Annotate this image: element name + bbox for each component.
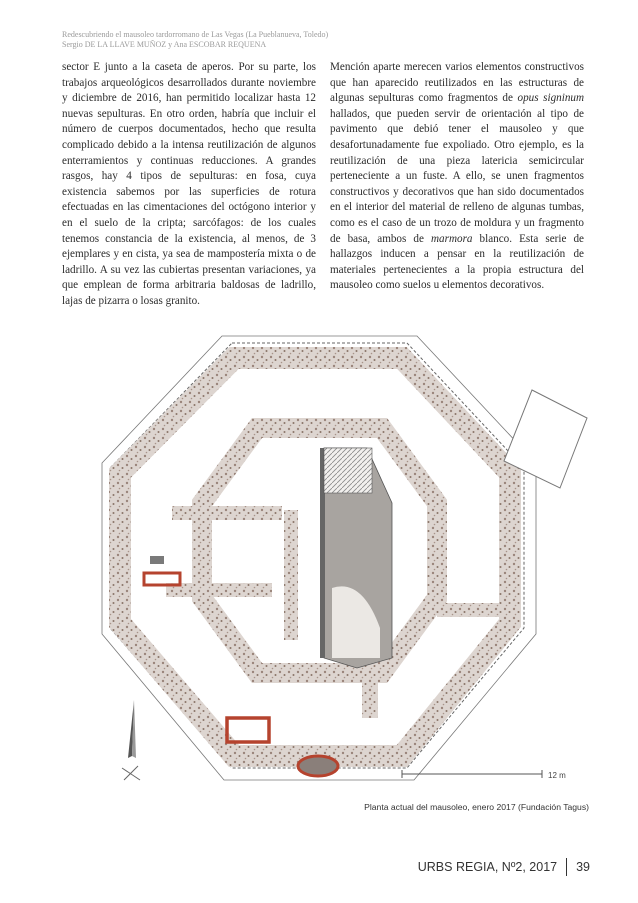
term-opus-signinum: opus signinum bbox=[517, 92, 584, 105]
mausoleum-plan bbox=[62, 328, 592, 798]
running-head bbox=[62, 30, 482, 50]
outer-octagon bbox=[102, 336, 536, 780]
left-column bbox=[62, 60, 316, 310]
footer-divider bbox=[566, 858, 567, 876]
crypt bbox=[320, 448, 392, 668]
running-head-authors: Sergio DE LA LLAVE MUÑOZ y Ana ESCOBAR REQUENA bbox=[62, 40, 267, 49]
scale-label: 12 m bbox=[548, 771, 566, 780]
north-arrow-icon bbox=[122, 700, 140, 780]
text-run: Mención aparte merecen varios elementos constructivos que han aparecido reutilizados en las estructuras de algunas sepulturas como fragmentos de bbox=[330, 61, 584, 105]
text-run: blanco. Esta serie de hallazgos inducen a pensar en la reutilización de materiales pertenecientes a la propia estructura del mausoleo como suelos u elementos decorativos. bbox=[330, 232, 584, 292]
right-column-paragraph bbox=[330, 60, 584, 294]
running-head-title: Redescubriendo el mausoleo tardorromano de Las Vegas (La Pueblanueva, Toledo) bbox=[62, 30, 329, 39]
text-run: hallados, que pueden servir de orientación al tipo de pavimento que debió tener el mausoleo y que desafortunadamente fue expoliado. Otro ejemplo, es la reutilización de una pieza latericia semicircular perteneciente a un fuste. A ello, se unen fragmentos constructivos y decorativos que han sido documentados en el interior del material de relleno de algunas tumbas, como es el caso de un trozo de moldura y un fragmento de basa, ambos de bbox=[330, 107, 584, 245]
left-column-paragraph: sector E junto a la caseta de aperos. Por su parte, los trabajos arqueológicos desarrollados durante noviembre y diciembre de 2016, han permitido localizar hasta 12 nuevas sepulturas. En otro orden, habría que incluir el número de cuerpos documentados, hecho que resulta complicado debido a la intensa reutilización de algunos enterramientos y continuas reducciones. A grandes rasgos, hay 4 tipos de sepulturas: en fosa, cuya existencia sabemos por las superficies de rotura efectuadas en las cimentaciones del octógono interior y en el suelo de la cripta; sarcófagos: de los cuales tenemos constancia de la existencia, al menos, de 3 ejemplares y en cista, ya sea de mampostería mixta o de ladrillo. A su vez las cubiertas presentan variaciones, ya que emplean de forma arbitraria baldosas de ladrillo, lajas de pizarra o losas granito. bbox=[62, 61, 316, 307]
page-footer bbox=[418, 858, 590, 876]
page-number: 39 bbox=[576, 860, 590, 874]
right-column bbox=[330, 60, 584, 294]
inner-octagon bbox=[202, 428, 437, 673]
mausoleum-plan-figure bbox=[62, 328, 592, 798]
term-marmora: marmora bbox=[431, 232, 473, 245]
journal-name: URBS REGIA, Nº2, 2017 bbox=[417, 860, 558, 874]
figure-caption: Planta actual del mausoleo, enero 2017 (Fundación Tagus) bbox=[364, 802, 589, 812]
scale-bar bbox=[402, 770, 566, 780]
